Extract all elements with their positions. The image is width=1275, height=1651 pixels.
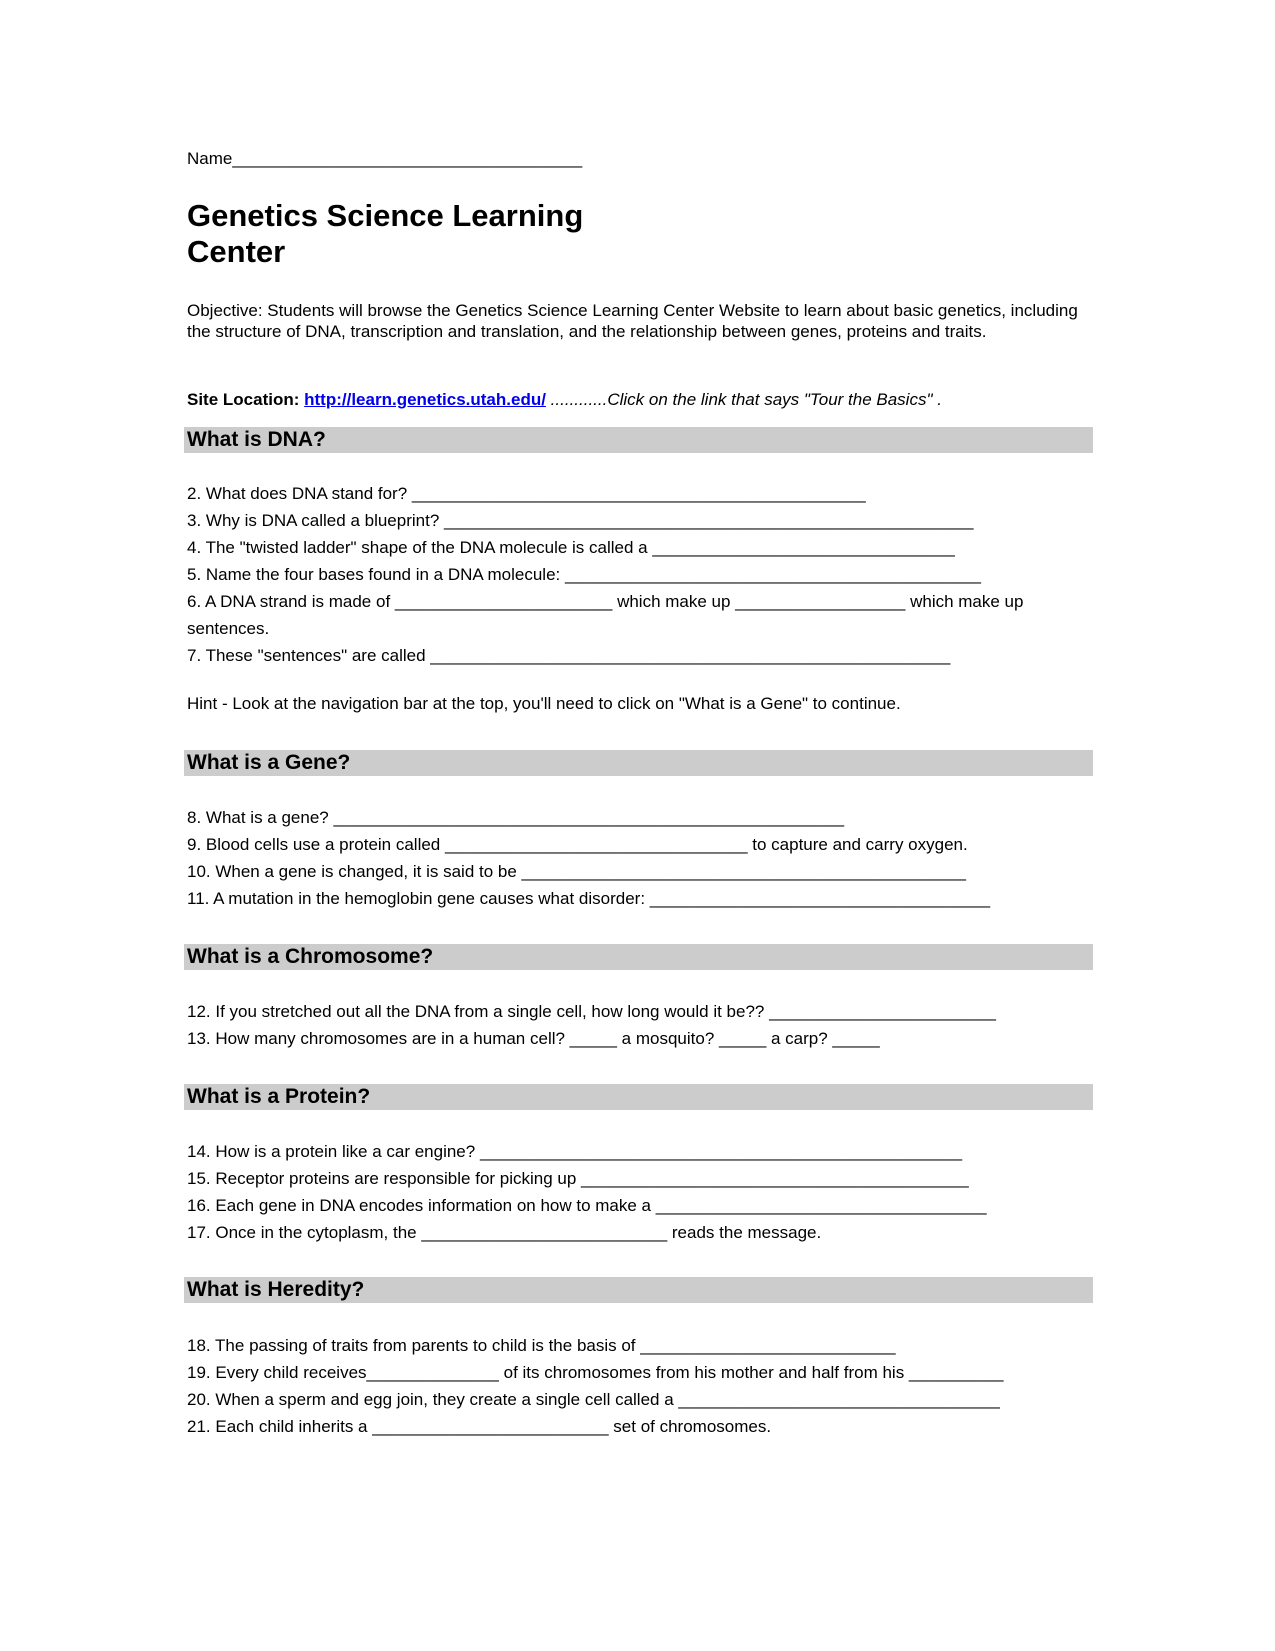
- site-link[interactable]: http://learn.genetics.utah.edu/: [304, 390, 546, 409]
- question-7: 7. These "sentences" are called _______________________________________________________: [187, 646, 951, 665]
- question-9: 9. Blood cells use a protein called ________________________________ to capture and carry oxygen.: [187, 835, 968, 854]
- question-5: 5. Name the four bases found in a DNA molecule: ____________________________________________: [187, 565, 981, 584]
- section-heading-gene: What is a Gene?: [184, 750, 1093, 776]
- question-11: 11. A mutation in the hemoglobin gene causes what disorder: ____________________________________: [187, 889, 991, 908]
- question-20: 20. When a sperm and egg join, they create a single cell called a __________________________________: [187, 1390, 1000, 1409]
- question-4: 4. The "twisted ladder" shape of the DNA molecule is called a ________________________________: [187, 538, 955, 557]
- question-6: 6. A DNA strand is made of _______________________ which make up __________________ which make up: [187, 592, 1024, 611]
- site-location: [187, 390, 942, 410]
- page-title-line1: Genetics Science Learning: [187, 198, 584, 233]
- question-8: 8. What is a gene? ______________________________________________________: [187, 808, 845, 827]
- page-title-line2: Center: [187, 234, 286, 269]
- question-6-continued: sentences.: [187, 619, 270, 638]
- question-15: 15. Receptor proteins are responsible for picking up _________________________________________: [187, 1169, 969, 1188]
- question-13: 13. How many chromosomes are in a human cell? _____ a mosquito? _____ a carp? _____: [187, 1029, 880, 1048]
- question-19: 19. Every child receives______________ of its chromosomes from his mother and half from his __________: [187, 1363, 1004, 1382]
- section-heading-chromosome: What is a Chromosome?: [184, 944, 1093, 970]
- question-18: 18. The passing of traits from parents to child is the basis of ___________________________: [187, 1336, 896, 1355]
- question-21: 21. Each child inherits a _________________________ set of chromosomes.: [187, 1417, 772, 1436]
- question-16: 16. Each gene in DNA encodes information on how to make a ___________________________________: [187, 1196, 987, 1215]
- section-heading-heredity: What is Heredity?: [184, 1277, 1093, 1303]
- question-3: 3. Why is DNA called a blueprint? ________________________________________________________: [187, 511, 974, 530]
- question-2: 2. What does DNA stand for? ________________________________________________: [187, 484, 866, 503]
- objective-text: Objective: Students will browse the Genetics Science Learning Center Website to learn about basic genetics, including the structure of DNA, transcription and translation, and the relationship between genes, proteins and traits.: [187, 301, 1078, 341]
- site-instruction: ............Click on the link that says "Tour the Basics" .: [545, 390, 942, 409]
- hint-text: Hint - Look at the navigation bar at the top, you'll need to click on "What is a Gene" to continue.: [187, 694, 901, 713]
- question-12: 12. If you stretched out all the DNA from a single cell, how long would it be?? ________________________: [187, 1002, 997, 1021]
- question-10: 10. When a gene is changed, it is said to be _______________________________________________: [187, 862, 966, 881]
- question-14: 14. How is a protein like a car engine? ___________________________________________________: [187, 1142, 963, 1161]
- section-heading-protein: What is a Protein?: [184, 1084, 1093, 1110]
- question-17: 17. Once in the cytoplasm, the __________________________ reads the message.: [187, 1223, 822, 1242]
- section-heading-dna: What is DNA?: [184, 427, 1093, 453]
- name-field-line: Name_____________________________________: [187, 149, 583, 168]
- page-title: [187, 198, 583, 270]
- site-location-label: Site Location:: [187, 390, 300, 409]
